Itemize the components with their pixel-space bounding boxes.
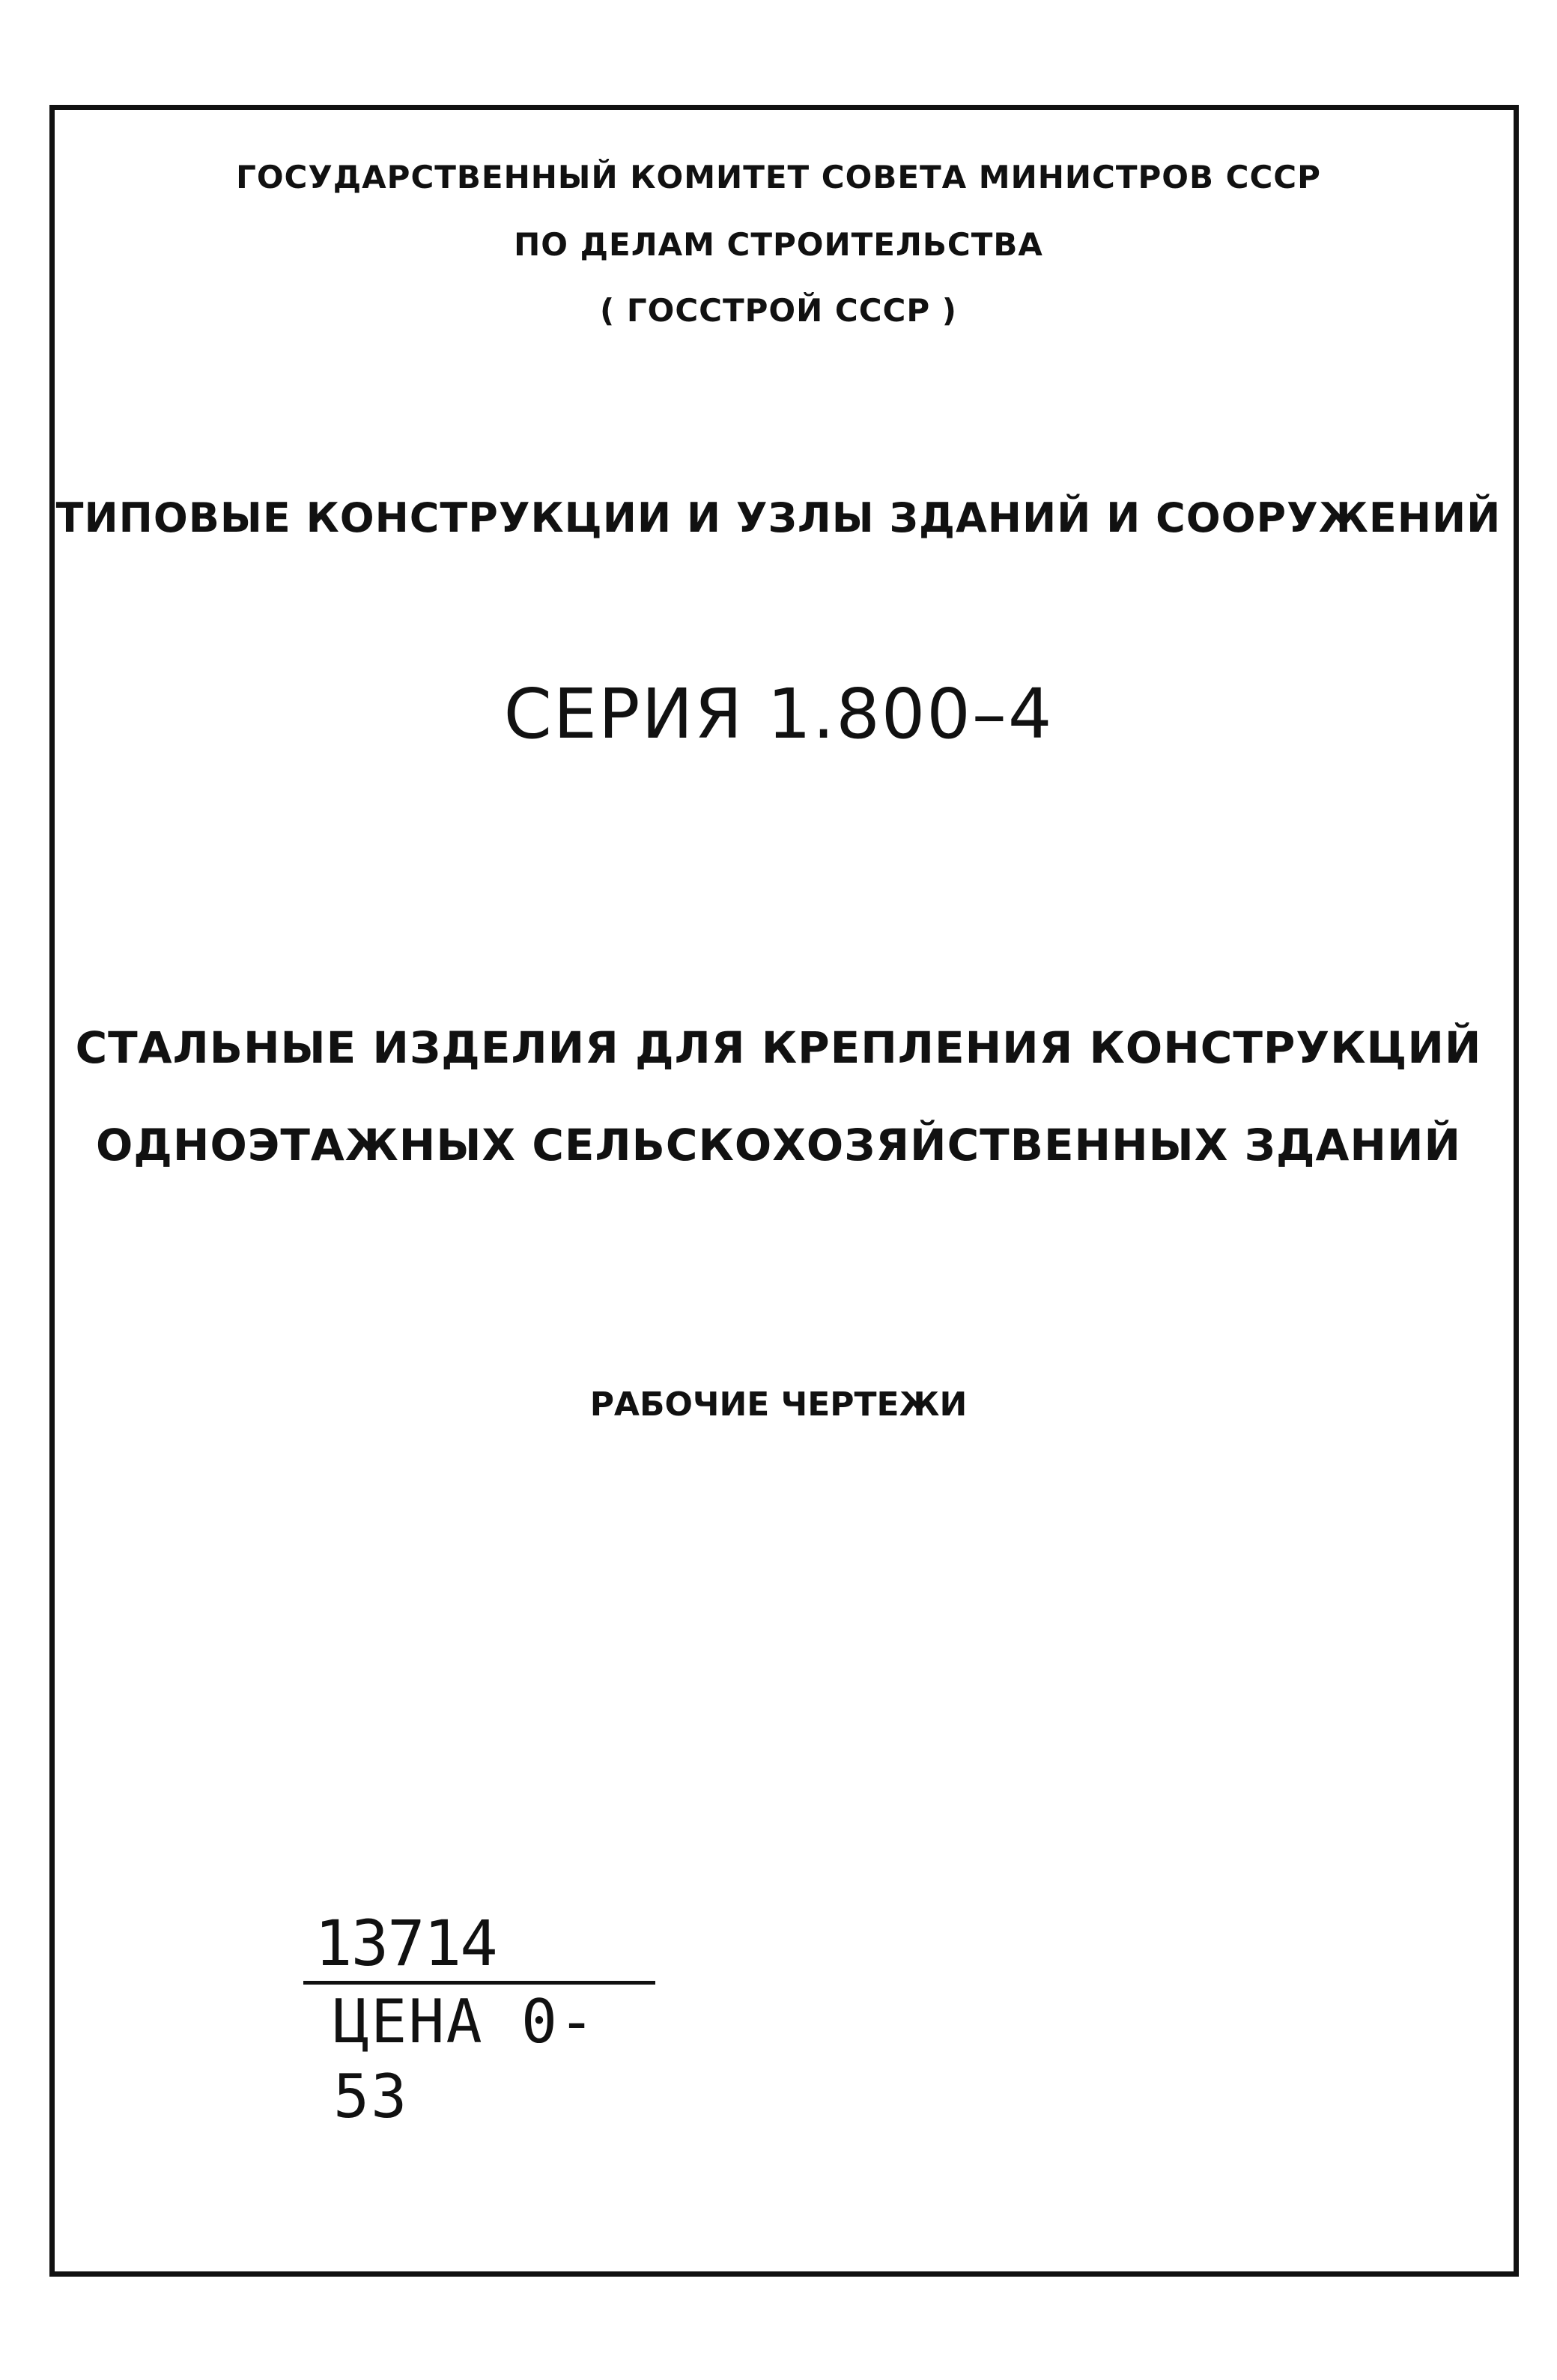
stamp-price: ЦЕНА 0-53 (333, 1987, 597, 2131)
header-line-3: ( ГОССТРОЙ СССР ) (600, 292, 957, 329)
price-stamp (303, 1906, 655, 2134)
document-type: РАБОЧИЕ ЧЕРТЕЖИ (589, 1385, 968, 1424)
series-title: СЕРИЯ 1.800–4 (503, 674, 1054, 754)
stamp-number: 13714 (315, 1907, 497, 1980)
document-title-line-2: ОДНОЭТАЖНЫХ СЕЛЬСКОХОЗЯЙСТВЕННЫХ ЗДАНИЙ (95, 1120, 1462, 1171)
category-heading: ТИПОВЫЕ КОНСТРУКЦИИ И УЗЛЫ ЗДАНИЙ И СООРУЖЕНИЙ (55, 494, 1502, 541)
header-line-1: ГОСУДАРСТВЕННЫЙ КОМИТЕТ СОВЕТА МИНИСТРОВ СССР (236, 159, 1321, 195)
document-title-line-1: СТАЛЬНЫЕ ИЗДЕЛИЯ ДЛЯ КРЕПЛЕНИЯ КОНСТРУКЦИЙ (75, 1022, 1482, 1073)
page-border (49, 105, 1519, 2277)
header-line-2: ПО ДЕЛАМ СТРОИТЕЛЬСТВА (514, 226, 1043, 263)
